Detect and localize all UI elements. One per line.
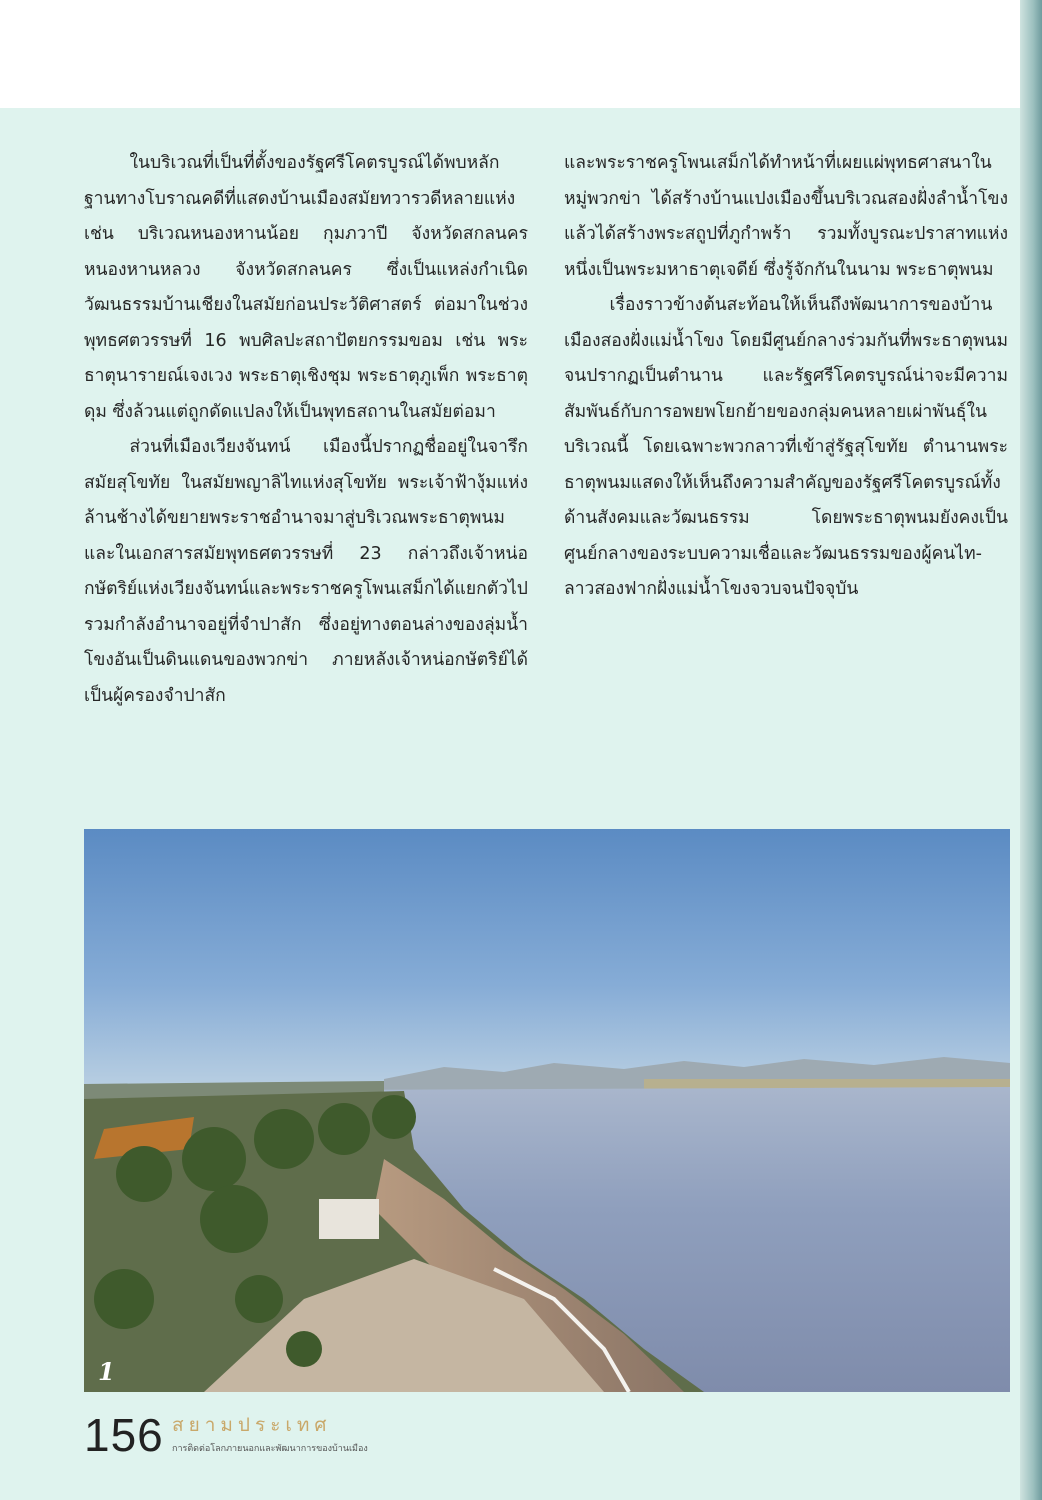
page-number: 156: [84, 1409, 164, 1461]
left-paragraph-2: ส่วนที่เมืองเวียงจันทน์ เมืองนี้ปรากฏชื่ออยู่ในจารึกสมัยสุโขทัย ในสมัยพญาลิไทแห่งสุโขทัย พระเจ้าฟ้างุ้มแห่งล้านช้างได้ขยายพระราชอำนาจมาสู่บริเวณพระธาตุพนม และในเอกสารสมัยพุทธศตวรรษที่ 23 กล่าวถึงเจ้าหน่อกษัตริย์แห่งเวียงจันทน์และพระราชครูโพนเสม็กได้แยกตัวไปรวมกำลังอำนาจอยู่ที่จำปาสัก ซึ่งอยู่ทางตอนล่างของลุ่มน้ำโขงอันเป็นดินแดนของพวกข่า ภายหลังเจ้าหน่อกษัตริย์ได้เป็นผู้ครองจำปาสัก: [84, 437, 528, 706]
sky: [84, 829, 1010, 1089]
left-text-column: [84, 146, 528, 714]
left-paragraph-1: ในบริเวณที่เป็นที่ตั้งของรัฐศรีโคตรบูรณ์ได้พบหลักฐานทางโบราณคดีที่แสดงบ้านเมืองสมัยทวารวดีหลายแห่ง เช่น บริเวณหนองหานน้อย กุมภวาปี จังหวัดสกลนคร หนองหานหลวง จังหวัดสกลนคร ซึ่งเป็นแหล่งกำเนิดวัฒนธรรมบ้านเชียงในสมัยก่อนประวัติศาสตร์ ต่อมาในช่วงพุทธศตวรรษที่ 16 พบศิลปะสถาปัตยกรรมขอม เช่น พระธาตุนารายณ์เจงเวง พระธาตุเชิงชุม พระธาตุภูเพ็ก พระธาตุดุม ซึ่งล้วนแต่ถูกดัดแปลงให้เป็นพุทธสถานในสมัยต่อมา: [84, 153, 528, 422]
right-paragraph-1: และพระราชครูโพนเสม็กได้ทำหน้าที่เผยแผ่พุทธศาสนาในหมู่พวกข่า ได้สร้างบ้านแปงเมืองขึ้นบริเวณสองฝั่งลำน้ำโขง แล้วได้สร้างพระสถูปที่ภูกำพร้า รวมทั้งบูรณะปราสาทแห่งหนึ่งเป็นพระมหาธาตุเจดีย์ ซึ่งรู้จักกันในนาม พระธาตุพนม: [564, 153, 1008, 280]
riverside-building: [319, 1199, 379, 1239]
photo-number: 1: [98, 1357, 115, 1386]
right-paragraph-2: เรื่องราวข้างต้นสะท้อนให้เห็นถึงพัฒนาการของบ้านเมืองสองฝั่งแม่น้ำโขง โดยมีศูนย์กลางร่วมกันที่พระธาตุพนมจนปรากฏเป็นตำนาน และรัฐศรีโคตรบูรณ์น่าจะมีความสัมพันธ์กับการอพยพโยกย้ายของกลุ่มคนหลายเผ่าพันธุ์ในบริเวณนี้ โดยเฉพาะพวกลาวที่เข้าสู่รัฐสุโขทัย ตำนานพระธาตุพนมแสดงให้เห็นถึงความสำคัญของรัฐศรีโคตรบูรณ์ทั้งด้านสังคมและวัฒนธรรม โดยพระธาตุพนมยังคงเป็นศูนย์กลางของระบบความเชื่อและวัฒนธรรมของผู้คนไท-ลาวสองฟากฝั่งแม่น้ำโขงจวบจนปัจจุบัน: [564, 295, 1008, 599]
mekong-river-photo: [84, 829, 1010, 1392]
page-edge-shadow: [1020, 0, 1042, 1500]
photo-illustration: [84, 829, 1010, 1392]
magazine-subtitle: การติดต่อโลกภายนอกและพัฒนาการของบ้านเมือง: [172, 1443, 368, 1453]
magazine-title: สยามประเทศ: [172, 1415, 332, 1436]
right-text-column: [564, 146, 1008, 608]
